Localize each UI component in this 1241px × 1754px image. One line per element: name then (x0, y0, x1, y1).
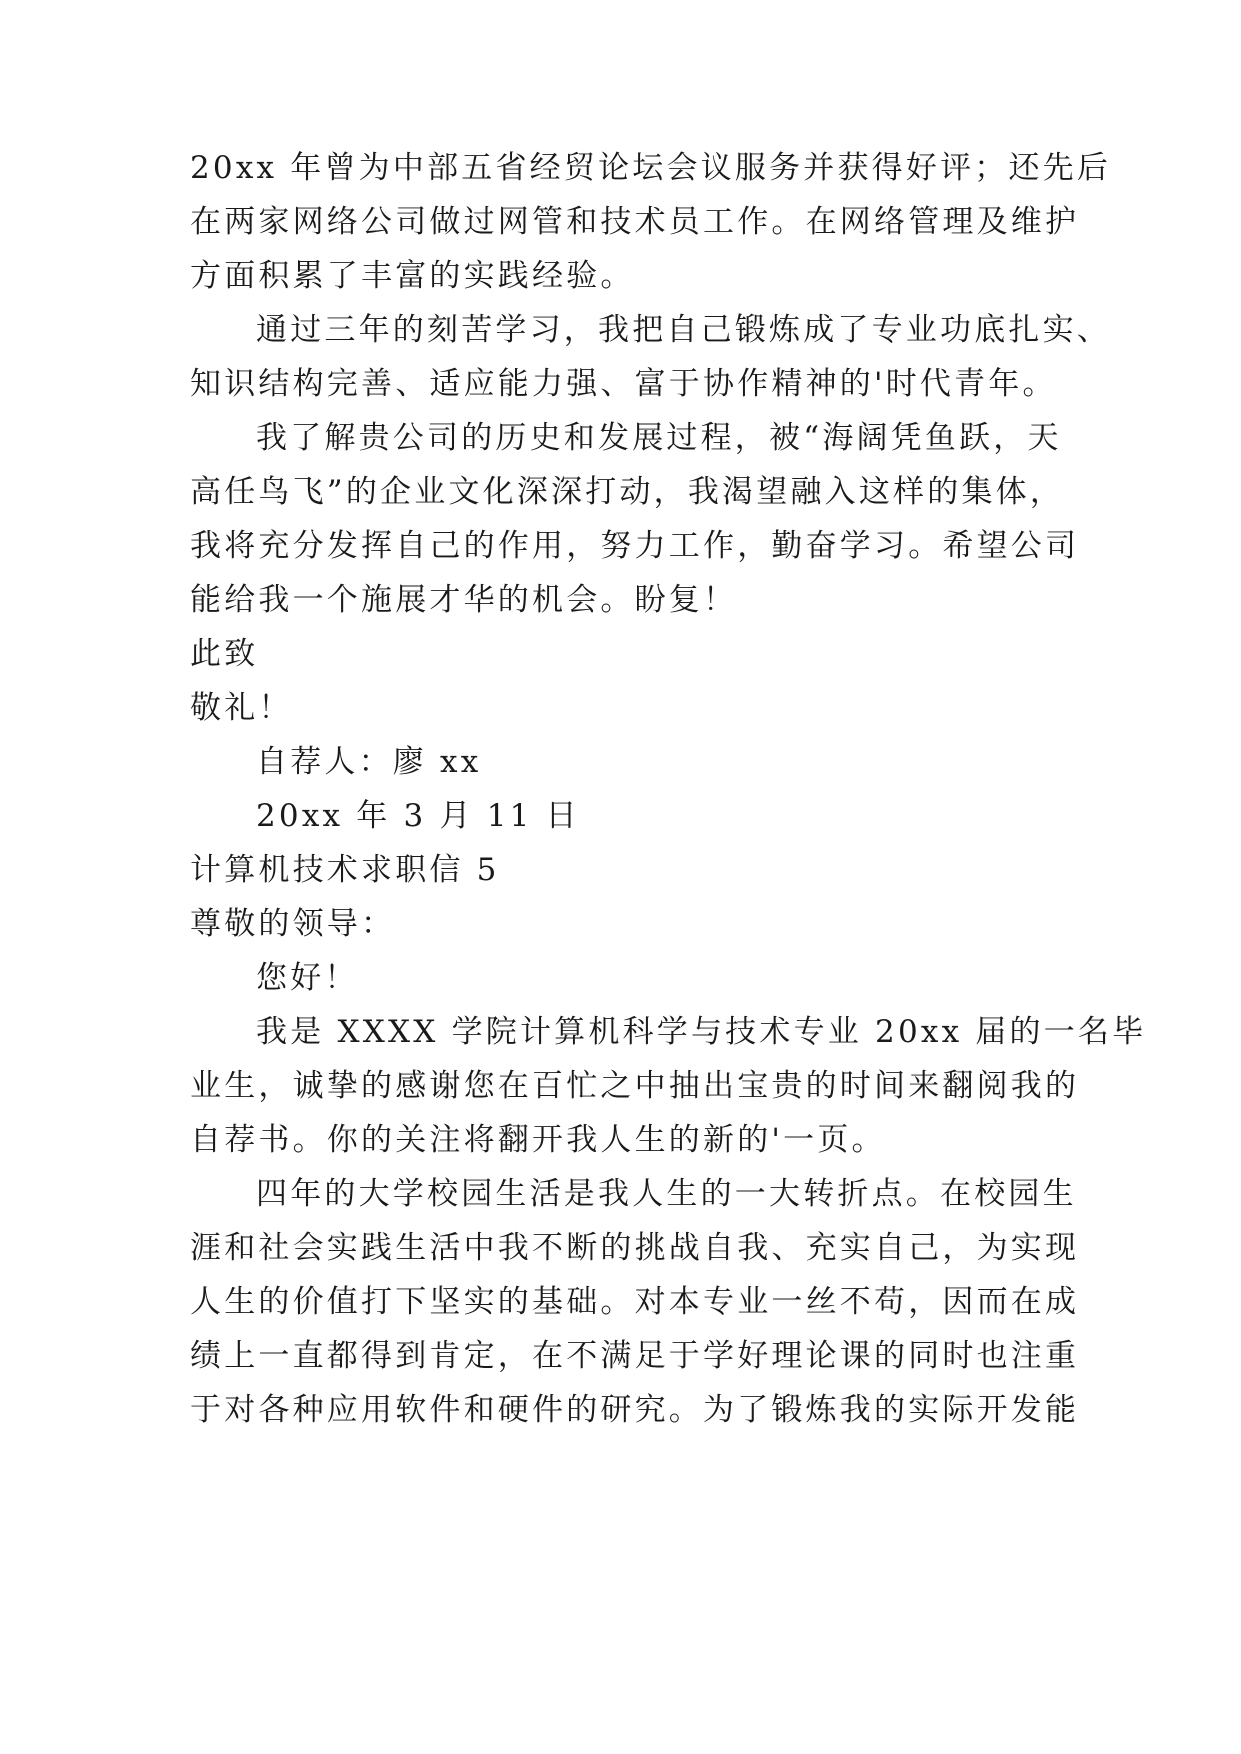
letter-b-paragraph-2-line-5: 于对各种应用软件和硬件的研究。为了锻炼我的实际开发能 (190, 1392, 1080, 1428)
letter-a-paragraph-1-line-1: 20xx 年曾为中部五省经贸论坛会议服务并获得好评；还先后 (190, 150, 1112, 186)
letter-b-paragraph-1-line-3: 自荐书。你的关注将翻开我人生的新的'一页。 (190, 1122, 886, 1158)
letter-a-paragraph-3-line-4: 能给我一个施展才华的机会。盼复！ (190, 582, 738, 618)
letter-b-paragraph-1-line-2: 业生，诚挚的感谢您在百忙之中抽出宝贵的时间来翻阅我的 (190, 1068, 1080, 1104)
letter-a-paragraph-3-line-2: 高任鸟飞”的企业文化深深打动，我渴望融入这样的集体， (190, 474, 1065, 510)
date-line: 20xx 年 3 月 11 日 (256, 798, 580, 834)
letter-a-paragraph-2-line-2: 知识结构完善、适应能力强、富于协作精神的'时代青年。 (190, 366, 1057, 402)
letter-a-paragraph-1-line-2: 在两家网络公司做过网管和技术员工作。在网络管理及维护 (190, 204, 1080, 240)
letter-a-paragraph-3-line-3: 我将充分发挥自己的作用，努力工作，勤奋学习。希望公司 (190, 528, 1080, 564)
letter-a-paragraph-2-line-1: 通过三年的刻苦学习，我把自己锻炼成了专业功底扎实、 (256, 312, 1111, 348)
letter-b-paragraph-2-line-4: 绩上一直都得到肯定，在不满足于学好理论课的同时也注重 (190, 1338, 1080, 1374)
letter-b-paragraph-2-line-1: 四年的大学校园生活是我人生的一大转折点。在校园生 (256, 1176, 1077, 1212)
closing-line-1: 此致 (190, 636, 259, 672)
letter-b-paragraph-2-line-2: 涯和社会实践生活中我不断的挑战自我、充实自己，为实现 (190, 1230, 1080, 1266)
letter-b-paragraph-2-line-3: 人生的价值打下坚实的基础。对本专业一丝不苟，因而在成 (190, 1284, 1080, 1320)
letter-a-paragraph-1-line-3: 方面积累了丰富的实践经验。 (190, 258, 635, 294)
letter-b-title: 计算机技术求职信 5 (190, 852, 500, 888)
letter-b-paragraph-1-line-1: 我是 XXXX 学院计算机科学与技术专业 20xx 届的一名毕 (256, 1014, 1147, 1050)
letter-a-paragraph-3-line-1: 我了解贵公司的历史和发展过程，被“海阔凭鱼跃，天 (256, 420, 1062, 456)
letter-b-greeting: 您好！ (256, 960, 359, 996)
signer-line: 自荐人：廖 xx (256, 744, 482, 780)
closing-line-2: 敬礼！ (190, 690, 293, 726)
letter-b-salutation: 尊敬的领导： (190, 906, 396, 942)
